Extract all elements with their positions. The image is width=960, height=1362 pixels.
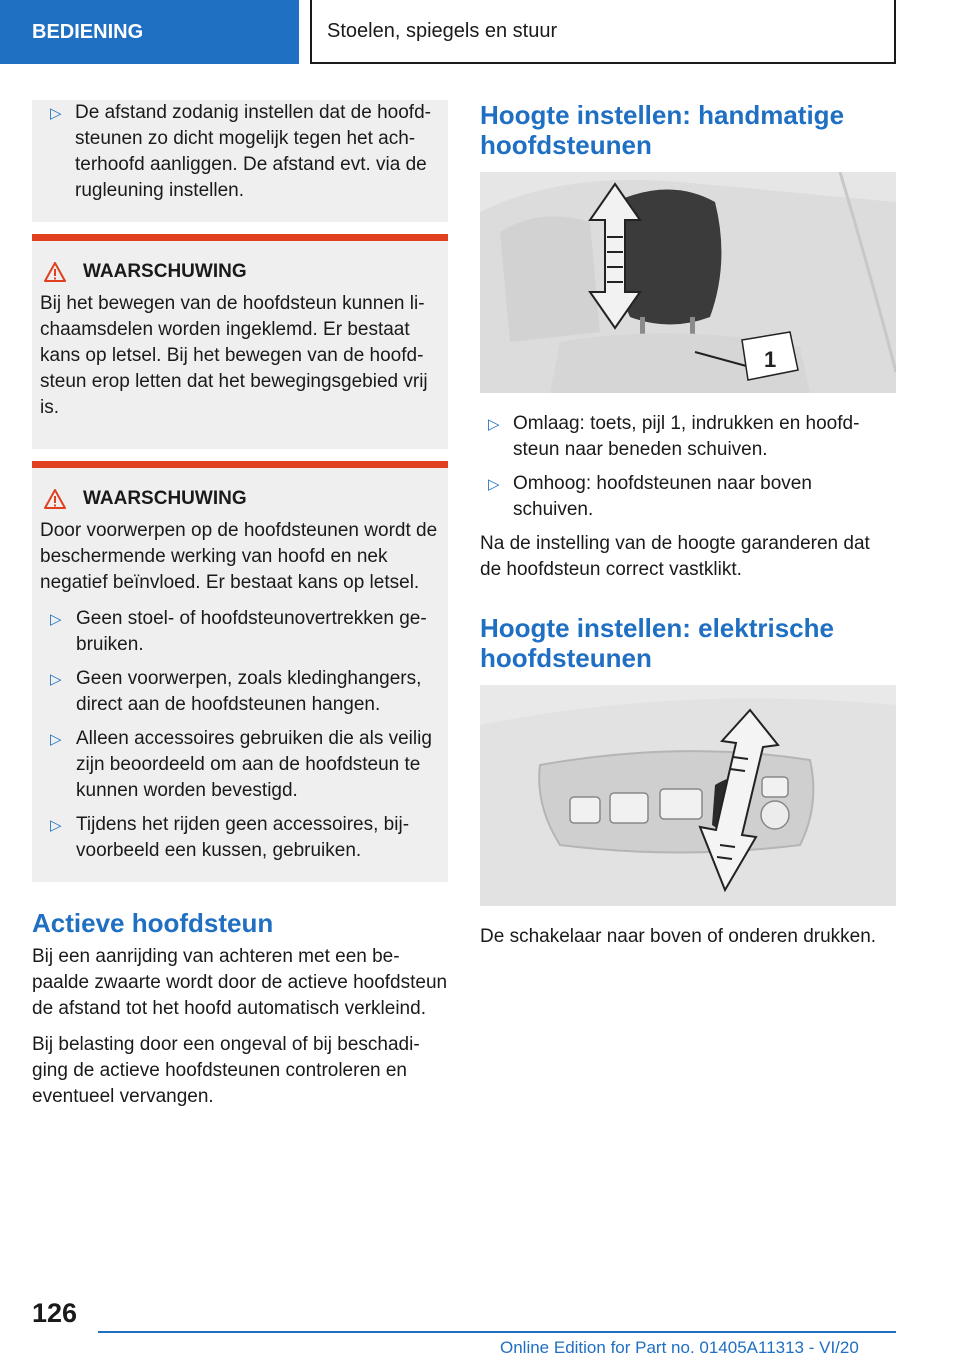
warning-title (40, 488, 438, 510)
warning-title (40, 261, 438, 283)
list-item (40, 666, 438, 718)
page-number: 126 (32, 1298, 78, 1328)
arrow-label: 1 (764, 347, 777, 372)
warning-title-text: WAARSCHUWING (83, 261, 247, 282)
chapter-title: Stoelen, spiegels en stuur (327, 19, 558, 42)
triangle-right-icon: ▷ (50, 611, 62, 628)
section-heading: Hoogte instellen: handmatige hoofdsteunen (480, 100, 845, 160)
list-item (40, 726, 438, 804)
triangle-right-icon: ▷ (488, 416, 500, 433)
list-item-text: Omlaag: toets, pijl 1, indrukken en hoofdsteun naar beneden schuiven. (513, 413, 860, 460)
seat-switch-image (480, 685, 896, 906)
list-item (42, 100, 438, 204)
list-item (480, 411, 896, 463)
section-heading: Hoogte instellen: elektrische hoofdsteunen (480, 613, 834, 673)
chapter-header (310, 0, 896, 64)
section-tab (0, 0, 299, 64)
active-section (32, 908, 448, 1110)
warning-text: Bij het bewegen van de hoofdsteun kunnen lichaamsdelen worden ingeklemd. Er bestaat kans op letsel. Bij het bewegen van de hoofdsteun erop letten dat het bewegingsgebied vrij is. (40, 293, 428, 418)
section-heading: Actieve hoofdsteun (32, 908, 274, 938)
warning-box-2 (32, 461, 448, 882)
list-item (480, 471, 896, 523)
list-item-text: Geen voorwerpen, zoals kledinghangers, direct aan de hoofdsteunen hangen. (76, 668, 422, 715)
paragraph: Bij belasting door een ongeval of bij beschadiging de actieve hoofdsteunen controleren en eventueel vervangen. (32, 1034, 420, 1107)
headrest-image (480, 172, 896, 393)
switch-illustration (480, 685, 896, 906)
warning-triangle-icon (44, 262, 66, 282)
triangle-right-icon: ▷ (50, 105, 62, 122)
headrest-illustration (480, 172, 896, 393)
list-item-text: Tijdens het rijden geen accessoires, bijvoorbeeld een kussen, gebruiken. (76, 814, 410, 861)
intro-box (32, 100, 448, 222)
triangle-right-icon: ▷ (50, 817, 62, 834)
list-item-text: Geen stoel- of hoofdsteunovertrekken gebruiken. (76, 608, 427, 655)
list-item-text: Alleen accessoires gebruiken die als veilig zijn beoordeeld om aan de hoofdsteun te kunnen worden bevestigd. (76, 728, 432, 801)
paragraph: Bij een aanrijding van achteren met een bepaalde zwaarte wordt door de actieve hoofdsteun de afstand tot het hoofd automatisch verkleind. (32, 946, 448, 1019)
list-item-text: Omhoog: hoofdsteunen naar boven schuiven. (513, 473, 812, 520)
warning-box-1 (32, 234, 448, 449)
right-column (480, 100, 896, 960)
warning-triangle-icon (44, 489, 66, 509)
warning-title-text: WAARSCHUWING (83, 488, 247, 509)
left-column (32, 100, 448, 1120)
paragraph: De schakelaar naar boven of onderen drukken. (480, 926, 877, 947)
warning-text: Door voorwerpen op de hoofdsteunen wordt de beschermende werking van hoofd en nek negatief beïnvloed. Er bestaat kans op letsel. (40, 520, 438, 593)
footer-divider (98, 1331, 896, 1333)
list-item-text: De afstand zodanig instellen dat de hoofdsteunen zo dicht mogelijk tegen het achterhoofd aanliggen. De afstand evt. via de rugleuning instellen. (75, 102, 431, 201)
paragraph: Na de instelling van de hoogte garanderen dat de hoofdsteun correct vastklikt. (480, 533, 870, 580)
footer-edition: Online Edition for Part no. 01405A11313 - VI/20 (500, 1338, 859, 1357)
list-item (40, 606, 438, 658)
section-title: BEDIENING (32, 20, 144, 43)
triangle-right-icon: ▷ (50, 731, 62, 748)
triangle-right-icon: ▷ (50, 671, 62, 688)
triangle-right-icon: ▷ (488, 476, 500, 493)
list-item (40, 812, 438, 864)
